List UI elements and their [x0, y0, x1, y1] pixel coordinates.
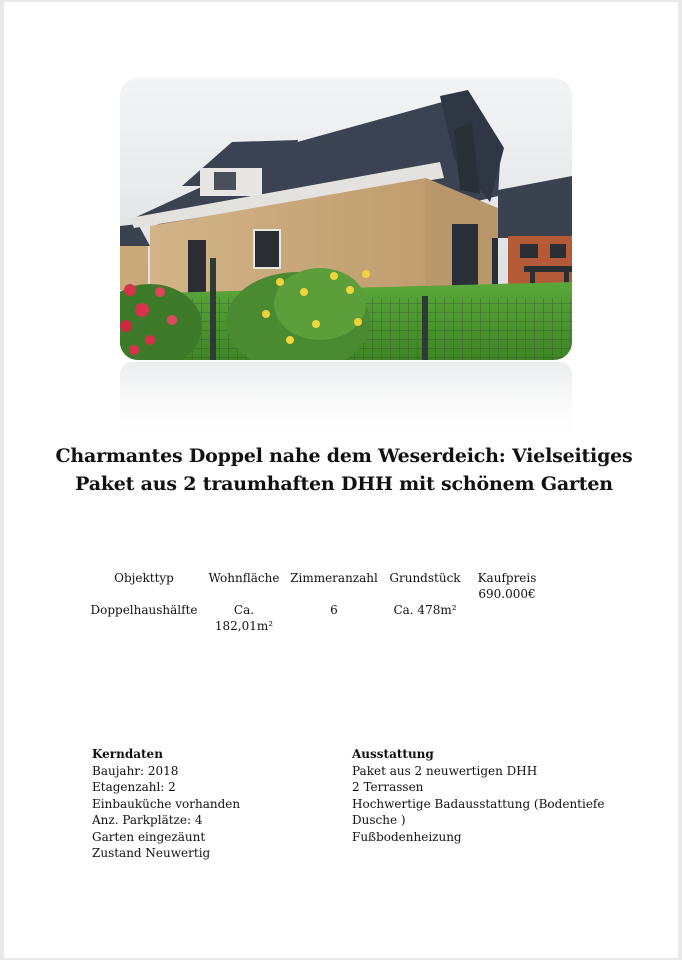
facts-table [4, 568, 678, 648]
value-objekttyp: Doppelhaushälfte [90, 603, 198, 617]
value-kaufpreis: 690.000€ [478, 587, 536, 601]
document-page [4, 2, 678, 958]
value-wohnflaeche-line2: 182,01m² [214, 619, 274, 633]
kerndaten-item: Etagenzahl: 2 [92, 780, 176, 794]
value-wohnflaeche-line1: Ca. [233, 603, 255, 617]
kerndaten-heading: Kerndaten [92, 747, 163, 761]
header-wohnflaeche: Wohnfläche [208, 571, 280, 585]
title-line-1: Charmantes Doppel nahe dem Weserdeich: Vielseitiges [55, 445, 633, 467]
header-kaufpreis: Kaufpreis [477, 571, 537, 585]
kerndaten-section [92, 746, 332, 862]
kerndaten-item: Zustand Neuwertig [92, 846, 211, 860]
house-photo [120, 78, 572, 360]
kerndaten-item: Garten eingezäunt [92, 829, 206, 844]
header-zimmeranzahl: Zimmeranzahl [290, 571, 378, 585]
listing-title [44, 442, 644, 498]
ausstattung-item: Fußbodenheizung [352, 829, 462, 844]
photo-reflection [120, 362, 572, 436]
kerndaten-item: Baujahr: 2018 [92, 763, 179, 778]
ausstattung-item: Dusche ) [352, 813, 406, 827]
value-grundstueck: Ca. 478m² [393, 603, 457, 617]
title-line-2: Paket aus 2 traumhaften DHH mit schönem Garten [75, 473, 613, 495]
ausstattung-item: 2 Terrassen [352, 780, 424, 794]
ausstattung-item: Hochwertige Badausstattung (Bodentiefe [352, 796, 605, 811]
ausstattung-item: Paket aus 2 neuwertigen DHH [352, 763, 538, 778]
header-objekttyp: Objekttyp [114, 571, 174, 585]
value-zimmeranzahl: 6 [330, 603, 338, 617]
ausstattung-section [352, 746, 614, 845]
ausstattung-heading: Ausstattung [352, 747, 434, 761]
kerndaten-item: Einbauküche vorhanden [92, 796, 241, 811]
kerndaten-item: Anz. Parkplätze: 4 [92, 813, 203, 827]
header-grundstueck: Grundstück [389, 571, 461, 585]
